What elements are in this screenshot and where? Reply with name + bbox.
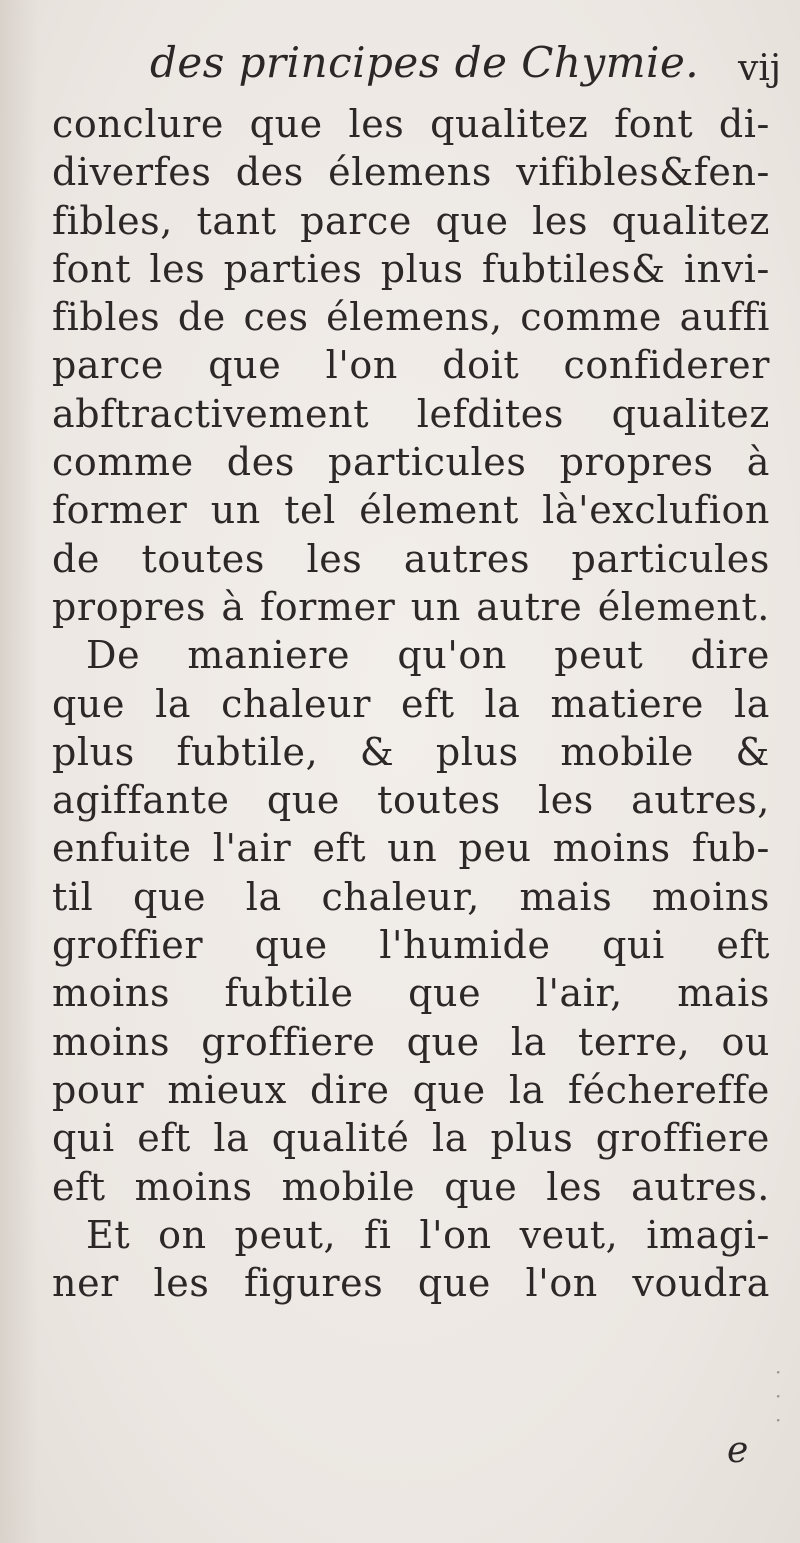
text-line: agiffante que toutes les autres,	[52, 778, 770, 823]
text-line: moins groffiere que la terre, ou	[52, 1019, 770, 1064]
text-line: plus fubtile, & plus mobile &	[52, 729, 770, 774]
running-title: des principes de Chymie.	[150, 38, 700, 87]
text-line: eft moins mobile que les autres.	[52, 1164, 770, 1209]
text-line: comme des particules propres à	[52, 440, 770, 485]
text-line: enfuite l'air eft un peu moins fub-	[52, 826, 770, 871]
text-line: moins fubtile que l'air, mais	[52, 971, 770, 1016]
gutter-shadow	[0, 0, 38, 1543]
text-line: de toutes les autres particules	[52, 536, 770, 581]
text-line: propres à former un autre élement.	[52, 584, 770, 629]
text-line: til que la chaleur, mais moins	[52, 874, 770, 919]
running-head	[0, 38, 800, 98]
text-line: qui eft la qualité la plus groffiere	[52, 1116, 770, 1161]
text-line: fibles de ces élemens, comme auffi	[52, 295, 770, 340]
page-number: vij	[738, 48, 782, 89]
text-line: abftractivement lefdites qualitez	[52, 391, 770, 436]
text-line: ner les figures que l'on voudra	[52, 1261, 770, 1306]
text-line: font les parties plus fubtiles& invi-	[52, 246, 770, 291]
text-line: parce que l'on doit confiderer	[52, 343, 770, 388]
edge-speckle: · · ·	[775, 1360, 784, 1432]
text-line: former un tel élement là'exclufion	[52, 488, 770, 533]
text-line: De maniere qu'on peut dire	[86, 633, 770, 678]
text-line: que la chaleur eft la matiere la	[52, 681, 770, 726]
text-line: diverfes des élemens vifibles&fen-	[52, 150, 770, 195]
text-line: conclure que les qualitez font di-	[52, 102, 770, 146]
text-line: pour mieux dire que la féchereffe	[52, 1067, 770, 1112]
catchword: e	[727, 1430, 749, 1471]
text-line: groffier que l'humide qui eft	[52, 923, 770, 968]
text-line: fibles, tant parce que les qualitez	[52, 198, 770, 243]
text-line: Et on peut, fi l'on veut, imagi-	[86, 1212, 770, 1257]
body-text	[52, 100, 770, 1307]
